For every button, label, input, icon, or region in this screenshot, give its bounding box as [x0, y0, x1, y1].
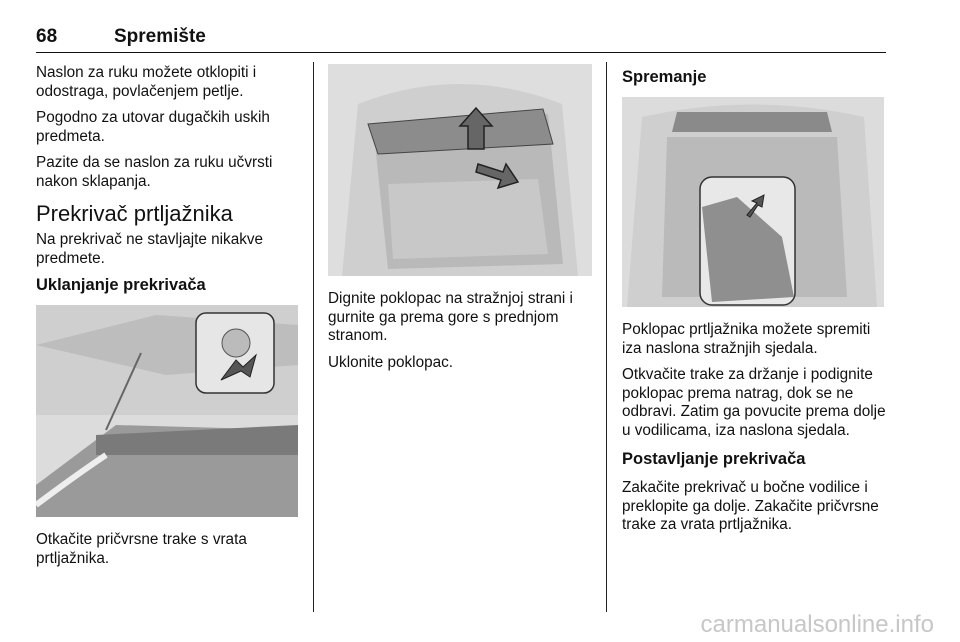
paragraph-install-cover: Zakačite prekrivač u bočne vodilice i preklopite ga dolje. Zakačite pričvrsne trake za vrata prtljažnika. — [622, 479, 879, 533]
page-number: 68 — [36, 26, 58, 47]
figure-lift-cover — [328, 64, 592, 276]
paragraph-remove-cover: Uklonite poklopac. — [328, 353, 453, 371]
subsection-title-removal: Uklanjanje prekrivača — [36, 276, 206, 294]
paragraph-no-objects: Na prekrivač ne stavljajte nikakve predmete. — [36, 231, 264, 267]
watermark: carmanualsonline.info — [700, 611, 934, 638]
paragraph-armrest-secure: Pazite da se naslon za ruku učvrsti nakon sklapanja. — [36, 154, 273, 190]
subsection-title-installation: Postavljanje prekrivača — [622, 450, 806, 468]
paragraph-lift-push: Dignite poklopac na stražnjoj strani i gurnite ga prema gore s prednjom stranom. — [328, 290, 573, 344]
section-title-load-cover: Prekrivač prtljažnika — [36, 201, 233, 226]
paragraph-unhook-lift: Otkvačite trake za držanje i podignite poklopac prema natrag, dok se ne odbravi. Zatim ga povucite prema dolje u vodilicama, iza naslona sjedala. — [622, 366, 886, 439]
column-1 — [36, 64, 300, 576]
column-divider-left — [313, 62, 314, 612]
paragraph-stow-behind-seats: Poklopac prtljažnika možete spremiti iza naslona stražnjih sjedala. — [622, 321, 871, 357]
caption-unhook-straps: Otkačite pričvrsne trake s vrata prtljažnika. — [36, 531, 247, 567]
subsection-title-storage: Spremanje — [622, 68, 707, 86]
column-divider-right — [606, 62, 607, 612]
paragraph-armrest-fold: Naslon za ruku možete otklopiti i odostraga, povlačenjem petlje. — [36, 64, 257, 100]
paragraph-long-items: Pogodno za utovar dugačkih uskih predmeta. — [36, 109, 270, 145]
column-3 — [622, 64, 892, 543]
column-2 — [328, 64, 596, 380]
figure-unhook-straps — [36, 305, 298, 517]
chapter-title: Spremište — [114, 26, 206, 47]
page-header — [36, 24, 886, 53]
figure-stow-cover — [622, 97, 884, 307]
